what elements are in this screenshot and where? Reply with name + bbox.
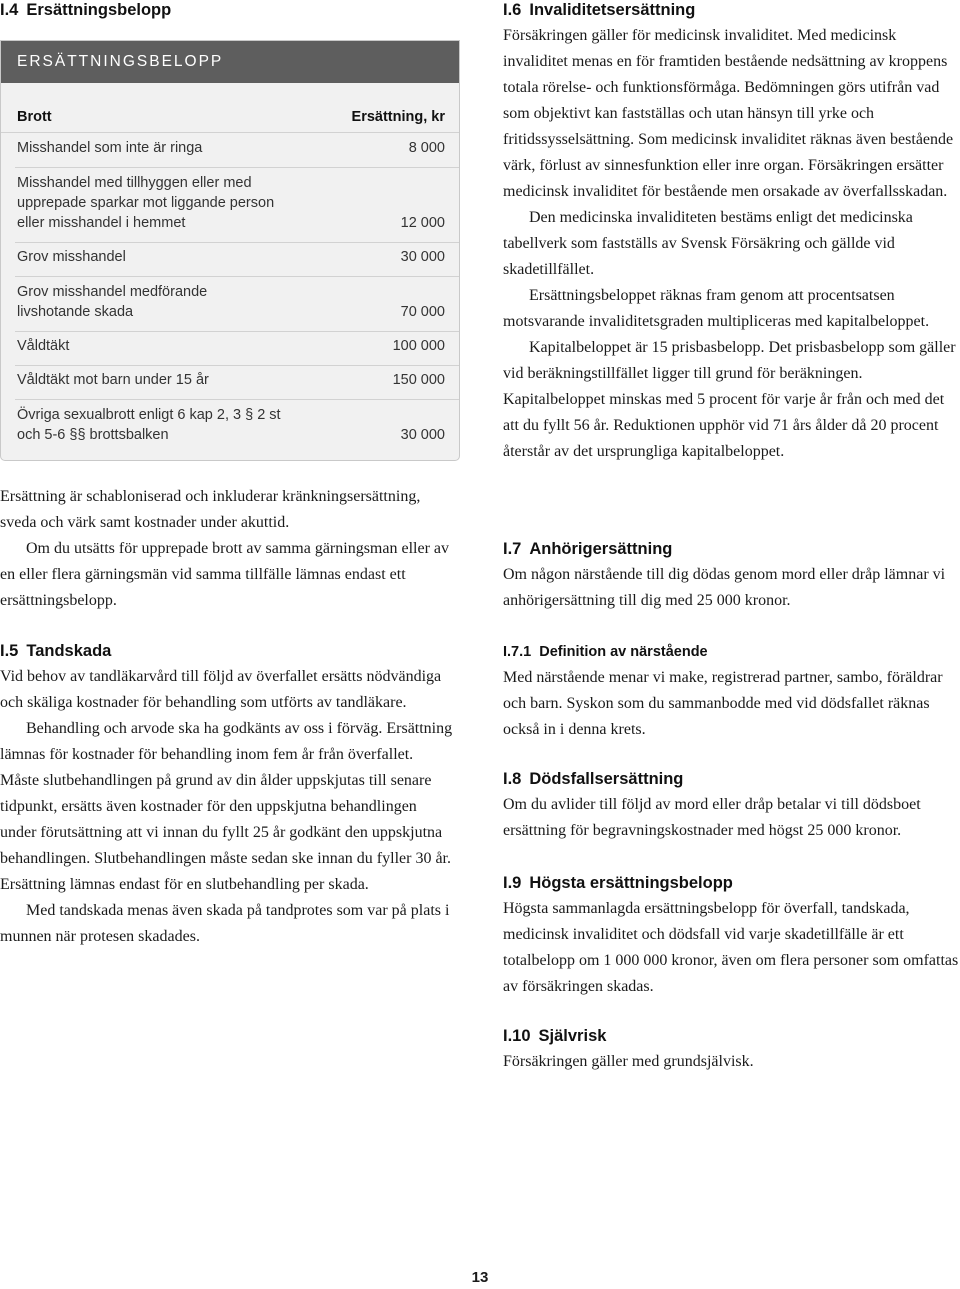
amount-cell: 100 000 — [392, 338, 445, 354]
table-row — [15, 243, 459, 277]
heading-i10 — [503, 1026, 960, 1046]
section-number: I.9 — [503, 874, 522, 892]
section-title: Ersättningsbelopp — [26, 1, 172, 19]
section-i6 — [503, 0, 960, 465]
table-body — [1, 133, 459, 454]
crime-cell: Våldtäkt — [17, 338, 70, 354]
section-title: Högsta ersättningsbelopp — [529, 874, 733, 892]
section-i7 — [503, 539, 960, 614]
section-i9 — [503, 873, 960, 1000]
heading-i71 — [503, 642, 960, 662]
table-row — [15, 400, 459, 454]
page-number: 13 — [471, 1269, 489, 1286]
section-title: Anhörigersättning — [529, 540, 673, 558]
section-i8 — [503, 769, 960, 844]
after-table-text — [0, 484, 455, 614]
table-row — [15, 168, 459, 243]
crime-cell: Misshandel med tillhyggen eller med upprepade sparkar mot liggande person eller misshandel i hemmet — [17, 175, 275, 231]
heading-i6 — [503, 0, 960, 20]
paragraph: Försäkringen gäller med grundsjälvisk. — [503, 1053, 754, 1070]
section-title: Definition av närstående — [539, 644, 708, 660]
section-number: I.10 — [503, 1027, 531, 1045]
crime-cell: Våldtäkt mot barn under 15 år — [17, 372, 209, 388]
section-i10 — [503, 1026, 960, 1075]
paragraph: Högsta sammanlagda ersättningsbelopp för överfall, tandskada, medicinsk invaliditet och dödsfall vid varje skadetillfälle är ett totalbelopp om 1 000 000 kronor, även om flera personer som omfattas av försäkringen skadas. — [503, 900, 959, 995]
paragraph: Med närstående menar vi make, registrerad partner, sambo, föräldrar och barn. Syskon som du sammanbodde med vid dödsfallet räknas också in i denna krets. — [503, 669, 943, 738]
amount-cell: 30 000 — [400, 427, 445, 443]
section-number: I.8 — [503, 770, 522, 788]
column-header-amount: Ersättning, kr — [351, 109, 445, 125]
heading-i7 — [503, 539, 960, 559]
section-number: I.5 — [0, 642, 19, 660]
heading-i8 — [503, 769, 960, 789]
paragraph: Behandling och arvode ska ha godkänts av oss i förväg. Ersättning lämnas för kostnader för behandling inom fem år från överfallet. Måste slutbehandlingen på grund av din ålder uppskjutas till senare tidpunkt, ersätts även kostnader för den uppskjutna behandlingen under förutsättning att vi innan du fyllt 25 år godkänt den uppskjutna behandlingen. Slutbehandlingen måste sedan ske innan du fyller 30 år. Ersättning lämnas endast för en slutbehandling per skada. — [0, 720, 453, 893]
section-title: Tandskada — [26, 642, 112, 660]
amount-cell: 70 000 — [400, 304, 445, 320]
section-i5 — [0, 641, 455, 950]
amount-cell: 30 000 — [400, 249, 445, 265]
crime-cell: Grov misshandel — [17, 249, 126, 265]
paragraph: Om du utsätts för upprepade brott av samma gärningsman eller av en eller flera gärningsmän vid samma tillfälle lämnas endast ett ersättningsbelopp. — [0, 540, 449, 609]
paragraph: Försäkringen gäller för medicinsk invaliditet. Med medicinsk invaliditet menas en för framtiden bestående nedsättning av kroppens totala rörelse- och funktionsförmåga. Bedömningen görs utifrån vad som objektivt kan fastställas och utan hänsyn till yrke och fritidssysselsättning. Som medicinsk invaliditet räknas även bestående värk, förlust av sinnesfunktion eller inre organ. Försäkringen ersätter medicinsk invaliditet för bestående men orsakade av överfallsskadan. — [503, 27, 954, 200]
compensation-table — [0, 40, 460, 461]
heading-i9 — [503, 873, 960, 893]
paragraph: Kapitalbeloppet är 15 prisbasbelopp. Det prisbasbelopp som gäller vid beräkningstillfället ligger till grund för beräkningen. Kapitalbeloppet minskas med 5 procent för varje år från och med det att du fyllt 56 år. Reduktionen upphör vid 71 års ålder då 20 procent återstår av det ursprungliga kapitalbeloppet. — [503, 339, 956, 460]
crime-cell: Grov misshandel medförande livshotande skada — [17, 284, 208, 320]
table-row — [15, 133, 459, 168]
heading-i4 — [0, 0, 462, 20]
section-i71 — [503, 642, 960, 743]
amount-cell: 12 000 — [400, 215, 445, 231]
paragraph: Ersättning är schabloniserad och inkluderar kränkningsersättning, sveda och värk samt kostnader under akuttid. — [0, 488, 421, 531]
paragraph: Den medicinska invaliditeten bestäms enligt det medicinska tabellverk som fastställs av Svensk Försäkring och gällde vid skadetillfället. — [503, 209, 913, 278]
section-title: Dödsfallsersättning — [529, 770, 684, 788]
table-row — [15, 332, 459, 366]
paragraph: Om någon närstående till dig dödas genom mord eller dråp lämnar vi anhörigersättning till dig med 25 000 kronor. — [503, 566, 946, 609]
table-title: ERSÄTTNINGSBELOPP — [1, 41, 459, 83]
section-title: Invaliditetsersättning — [529, 1, 696, 19]
table-header — [1, 102, 459, 133]
section-number: I.7 — [503, 540, 522, 558]
heading-i5 — [0, 641, 455, 661]
section-number: I.4 — [0, 1, 19, 19]
crime-cell: Misshandel som inte är ringa — [17, 140, 203, 156]
paragraph: Vid behov av tandläkarvård till följd av överfallet ersätts nödvändiga och skäliga kostnader för behandling som utförts av tandläkare. — [0, 668, 442, 711]
column-header-crime: Brott — [17, 109, 52, 125]
paragraph: Ersättningsbeloppet räknas fram genom att procentsatsen motsvarande invaliditetsgraden multipliceras med kapitalbeloppet. — [503, 287, 930, 330]
section-number: I.6 — [503, 1, 522, 19]
paragraph: Med tandskada menas även skada på tandprotes som var på plats i munnen när protesen skadades. — [0, 902, 450, 945]
amount-cell: 150 000 — [392, 372, 445, 388]
amount-cell: 8 000 — [408, 140, 445, 156]
paragraph: Om du avlider till följd av mord eller dråp betalar vi till dödsboet ersättning för begravningskostnader med högst 25 000 kronor. — [503, 796, 921, 839]
crime-cell: Övriga sexualbrott enligt 6 kap 2, 3 § 2 st och 5-6 §§ brottsbalken — [17, 407, 281, 443]
section-number: I.7.1 — [503, 644, 532, 660]
section-title: Självrisk — [538, 1027, 607, 1045]
table-row — [15, 366, 459, 400]
table-row — [15, 277, 459, 332]
